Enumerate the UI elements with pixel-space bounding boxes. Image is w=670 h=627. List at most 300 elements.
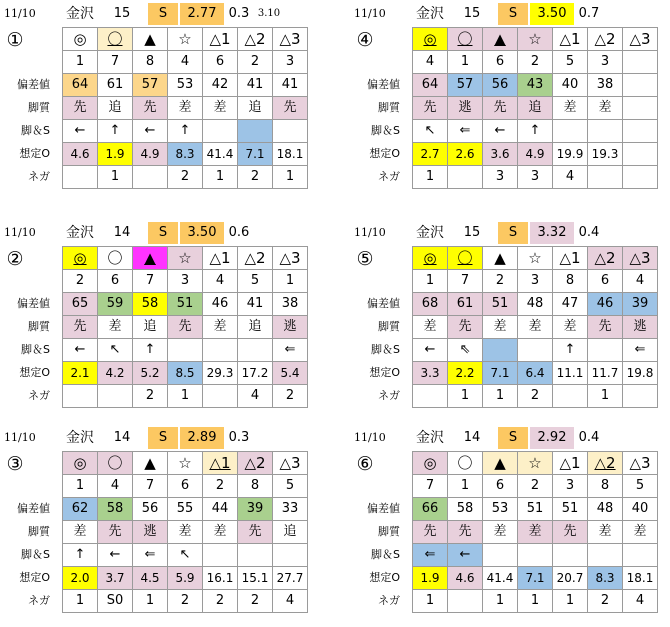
cell-nums: 2 [518, 51, 553, 74]
cell-marks: △2 [238, 28, 273, 51]
row-marks [63, 452, 308, 475]
cell-leg: ← [483, 120, 518, 143]
cell-leg: ↖ [413, 120, 448, 143]
race-header [0, 427, 318, 449]
venue-name: 金沢 [66, 225, 94, 241]
cell-nega: 1 [168, 385, 203, 408]
cell-nums: 6 [588, 270, 623, 293]
cell-dev: 56 [483, 74, 518, 97]
row-style [413, 97, 658, 120]
cell-nums: 2 [483, 270, 518, 293]
cell-leg [518, 544, 553, 567]
cell-marks: △1 [203, 452, 238, 475]
cell-nega [133, 166, 168, 189]
row-nega [413, 166, 658, 189]
grade-badge: S [148, 427, 178, 449]
row-label-style: 脚質 [28, 525, 50, 538]
header-value-2: 0.3 [228, 6, 250, 21]
race-header [350, 222, 668, 244]
cell-leg: ↖ [98, 339, 133, 362]
row-label-nega: ネガ [378, 170, 400, 183]
cell-leg [588, 544, 623, 567]
cell-leg: ↑ [518, 120, 553, 143]
runner-count: 14 [113, 225, 131, 240]
cell-nums: 7 [133, 270, 168, 293]
cell-marks: ◎ [63, 28, 98, 51]
cell-style: 先 [413, 97, 448, 120]
race-table [412, 246, 658, 408]
row-label-dev: 偏差値 [367, 502, 400, 515]
cell-odds: 2.7 [413, 143, 448, 166]
cell-dev: 42 [203, 74, 238, 97]
cell-nega [203, 385, 238, 408]
cell-dev: 46 [588, 293, 623, 316]
cell-style: 差 [588, 521, 623, 544]
race-number: ④ [356, 29, 374, 51]
cell-leg [483, 339, 518, 362]
header-value-1: 3.32 [530, 222, 574, 244]
row-label-nega: ネガ [28, 389, 50, 402]
cell-odds: 7.1 [518, 567, 553, 590]
row-label-dev: 偏差値 [367, 297, 400, 310]
cell-nums: 8 [553, 270, 588, 293]
row-dev [413, 293, 658, 316]
cell-marks: ▲ [133, 452, 168, 475]
cell-nums: 1 [63, 475, 98, 498]
row-style [63, 97, 308, 120]
cell-dev: 58 [448, 498, 483, 521]
cell-style: 先 [63, 316, 98, 339]
cell-leg [203, 120, 238, 143]
cell-nega: 1 [98, 166, 133, 189]
cell-style: 差 [518, 316, 553, 339]
race-date: 11/10 [4, 7, 36, 20]
cell-style: 差 [518, 521, 553, 544]
header-value-1: 3.50 [180, 222, 224, 244]
cell-nums: 8 [238, 475, 273, 498]
row-label-leg: 脚＆S [21, 124, 50, 137]
cell-marks: ◎ [413, 28, 448, 51]
cell-dev: 51 [168, 293, 203, 316]
cell-dev: 53 [168, 74, 203, 97]
race-block [0, 3, 318, 183]
cell-nega: 2 [133, 385, 168, 408]
cell-style: 逃 [448, 97, 483, 120]
cell-dev: 64 [63, 74, 98, 97]
row-leg [63, 339, 308, 362]
row-nega [413, 590, 658, 613]
cell-marks: 〇 [98, 452, 133, 475]
cell-style: 先 [168, 316, 203, 339]
cell-nega [623, 385, 658, 408]
cell-nega [623, 166, 658, 189]
cell-nums: 3 [273, 51, 308, 74]
row-label-odds: 想定O [19, 147, 50, 160]
cell-odds: 3.3 [413, 362, 448, 385]
row-style [63, 521, 308, 544]
cell-nums: 8 [133, 51, 168, 74]
row-nega [63, 590, 308, 613]
cell-odds: 5.4 [273, 362, 308, 385]
cell-nega: 4 [238, 385, 273, 408]
cell-nega: 4 [273, 590, 308, 613]
cell-dev: 58 [98, 498, 133, 521]
race-table [412, 27, 658, 189]
cell-dev: 65 [63, 293, 98, 316]
race-date: 11/10 [4, 226, 36, 239]
cell-dev: 66 [413, 498, 448, 521]
race-header [0, 3, 318, 25]
race-table [62, 246, 308, 408]
race-header [350, 3, 668, 25]
cell-nega: 2 [238, 166, 273, 189]
cell-odds: 5.2 [133, 362, 168, 385]
cell-style: 差 [623, 521, 658, 544]
cell-leg [518, 339, 553, 362]
cell-nega: 2 [168, 166, 203, 189]
row-nums [413, 51, 658, 74]
cell-dev: 68 [413, 293, 448, 316]
row-label-odds: 想定O [369, 147, 400, 160]
cell-leg: ↑ [133, 339, 168, 362]
cell-odds: 3.7 [98, 567, 133, 590]
cell-marks: ▲ [483, 28, 518, 51]
cell-marks: ☆ [518, 247, 553, 270]
cell-dev: 56 [133, 498, 168, 521]
cell-nega: S0 [98, 590, 133, 613]
cell-nums: 6 [483, 51, 518, 74]
cell-marks: △2 [588, 247, 623, 270]
cell-leg [553, 120, 588, 143]
row-leg [413, 339, 658, 362]
cell-marks: ☆ [518, 28, 553, 51]
cell-marks: △3 [623, 452, 658, 475]
cell-leg [238, 120, 273, 143]
cell-nega [413, 385, 448, 408]
race-block [0, 222, 318, 402]
cell-nega: 2 [238, 590, 273, 613]
cell-marks: △2 [238, 247, 273, 270]
cell-dev: 48 [518, 293, 553, 316]
cell-nums: 6 [203, 51, 238, 74]
cell-marks: ☆ [518, 452, 553, 475]
race-block [350, 222, 668, 402]
cell-odds: 1.9 [98, 143, 133, 166]
cell-odds: 11.7 [588, 362, 623, 385]
cell-style: 追 [273, 521, 308, 544]
cell-nums: 3 [553, 475, 588, 498]
runner-count: 15 [463, 225, 481, 240]
cell-odds: 8.5 [168, 362, 203, 385]
header-extra [254, 222, 284, 244]
cell-style: 差 [483, 316, 518, 339]
venue-name: 金沢 [66, 430, 94, 446]
header-extra [604, 222, 634, 244]
row-nums [413, 270, 658, 293]
cell-nums: 2 [518, 475, 553, 498]
cell-odds: 4.6 [448, 567, 483, 590]
cell-marks: ◎ [63, 247, 98, 270]
cell-odds: 4.5 [133, 567, 168, 590]
race-block [0, 427, 318, 607]
cell-dev: 59 [98, 293, 133, 316]
cell-leg [483, 544, 518, 567]
cell-odds: 6.4 [518, 362, 553, 385]
cell-leg: ← [63, 339, 98, 362]
header-extra: 3.10 [257, 8, 281, 19]
runner-count: 15 [113, 6, 131, 21]
cell-marks: ◎ [413, 247, 448, 270]
row-label-dev: 偏差値 [17, 502, 50, 515]
cell-dev: 40 [553, 74, 588, 97]
row-leg [63, 544, 308, 567]
race-block [350, 427, 668, 607]
cell-odds: 41.4 [483, 567, 518, 590]
cell-nega: 1 [518, 590, 553, 613]
cell-style: 差 [168, 521, 203, 544]
cell-dev: 33 [273, 498, 308, 521]
cell-odds: 2.6 [448, 143, 483, 166]
cell-odds [623, 143, 658, 166]
race-date: 11/10 [354, 7, 386, 20]
venue-name: 金沢 [66, 6, 94, 22]
cell-nums: 2 [238, 51, 273, 74]
cell-nega: 1 [483, 385, 518, 408]
cell-nega: 1 [448, 385, 483, 408]
cell-nega: 1 [203, 166, 238, 189]
cell-leg [168, 339, 203, 362]
row-odds [413, 143, 658, 166]
row-label-odds: 想定O [19, 366, 50, 379]
row-style [413, 316, 658, 339]
cell-odds: 4.2 [98, 362, 133, 385]
row-label-leg: 脚＆S [21, 548, 50, 561]
cell-nums: 6 [483, 475, 518, 498]
cell-nega: 3 [518, 166, 553, 189]
cell-nega [588, 166, 623, 189]
cell-nega: 2 [518, 385, 553, 408]
cell-nega: 1 [588, 385, 623, 408]
cell-dev: 53 [483, 498, 518, 521]
row-marks [63, 247, 308, 270]
header-extra [254, 427, 284, 449]
cell-dev: 43 [518, 74, 553, 97]
cell-nums: 1 [448, 51, 483, 74]
row-leg [413, 544, 658, 567]
cell-marks: △2 [588, 28, 623, 51]
cell-nums: 3 [168, 270, 203, 293]
row-odds [63, 143, 308, 166]
cell-leg [588, 120, 623, 143]
venue-name: 金沢 [416, 225, 444, 241]
cell-leg [238, 339, 273, 362]
cell-style: 差 [98, 316, 133, 339]
cell-dev: 61 [448, 293, 483, 316]
cell-marks: △3 [273, 452, 308, 475]
row-label-odds: 想定O [369, 366, 400, 379]
cell-nums: 5 [273, 475, 308, 498]
cell-odds: 1.9 [413, 567, 448, 590]
row-label-nega: ネガ [378, 389, 400, 402]
cell-marks: 〇 [448, 452, 483, 475]
cell-nega [63, 385, 98, 408]
cell-nega: 1 [553, 590, 588, 613]
row-nums [413, 475, 658, 498]
row-label-leg: 脚＆S [371, 124, 400, 137]
cell-dev: 64 [413, 74, 448, 97]
header-value-2: 0.3 [228, 430, 250, 445]
row-dev [413, 498, 658, 521]
cell-nums: 3 [588, 51, 623, 74]
cell-nums: 1 [273, 270, 308, 293]
cell-odds: 2.2 [448, 362, 483, 385]
race-table [62, 451, 308, 613]
cell-dev: 62 [63, 498, 98, 521]
runner-count: 15 [463, 6, 481, 21]
cell-style: 先 [98, 521, 133, 544]
row-nums [63, 475, 308, 498]
row-nums [63, 51, 308, 74]
cell-nega: 4 [553, 166, 588, 189]
race-block [350, 3, 668, 183]
row-style [63, 316, 308, 339]
cell-leg: ← [133, 120, 168, 143]
cell-odds: 4.9 [518, 143, 553, 166]
grade-badge: S [498, 222, 528, 244]
race-number: ③ [6, 453, 24, 475]
cell-marks: ▲ [133, 247, 168, 270]
cell-style: 差 [413, 316, 448, 339]
cell-nega [98, 385, 133, 408]
grade-badge: S [148, 3, 178, 25]
cell-leg: ⇐ [448, 120, 483, 143]
cell-dev: 51 [518, 498, 553, 521]
cell-marks: △1 [203, 28, 238, 51]
cell-style: 先 [553, 521, 588, 544]
cell-marks: ◎ [413, 452, 448, 475]
cell-style: 追 [518, 97, 553, 120]
header-extra [604, 3, 634, 25]
cell-dev: 44 [203, 498, 238, 521]
row-dev [63, 498, 308, 521]
row-label-nega: ネガ [28, 170, 50, 183]
row-nums [63, 270, 308, 293]
row-marks [413, 247, 658, 270]
runner-count: 14 [113, 430, 131, 445]
cell-marks: △1 [553, 452, 588, 475]
row-label-leg: 脚＆S [21, 343, 50, 356]
row-label-style: 脚質 [28, 320, 50, 333]
race-header [350, 427, 668, 449]
cell-leg: ← [413, 339, 448, 362]
cell-nega: 4 [623, 590, 658, 613]
cell-leg: ↑ [553, 339, 588, 362]
cell-nega: 3 [483, 166, 518, 189]
row-odds [63, 362, 308, 385]
row-nega [413, 385, 658, 408]
race-number: ⑤ [356, 248, 374, 270]
cell-nums: 4 [98, 475, 133, 498]
cell-odds: 8.3 [168, 143, 203, 166]
cell-nega [63, 166, 98, 189]
cell-nums: 4 [623, 270, 658, 293]
cell-style: 先 [483, 97, 518, 120]
cell-marks: △1 [203, 247, 238, 270]
cell-dev: 47 [553, 293, 588, 316]
row-nega [63, 166, 308, 189]
cell-odds: 41.4 [203, 143, 238, 166]
cell-leg: ⇖ [448, 339, 483, 362]
row-label-leg: 脚＆S [371, 343, 400, 356]
cell-nega: 1 [273, 166, 308, 189]
header-value-2: 0.4 [578, 225, 600, 240]
cell-style: 逃 [273, 316, 308, 339]
row-marks [63, 28, 308, 51]
cell-nums: 4 [413, 51, 448, 74]
cell-marks: ☆ [168, 247, 203, 270]
cell-dev: 57 [133, 74, 168, 97]
cell-style [623, 97, 658, 120]
cell-marks: ☆ [168, 452, 203, 475]
cell-marks: △1 [553, 247, 588, 270]
cell-marks: 〇 [98, 28, 133, 51]
row-leg [413, 120, 658, 143]
cell-style: 逃 [623, 316, 658, 339]
cell-marks: △3 [273, 28, 308, 51]
row-label-nega: ネガ [28, 594, 50, 607]
row-nega [63, 385, 308, 408]
cell-leg: ← [63, 120, 98, 143]
row-leg [63, 120, 308, 143]
grade-badge: S [148, 222, 178, 244]
cell-nums: 7 [413, 475, 448, 498]
cell-nega: 2 [203, 590, 238, 613]
cell-nums: 7 [448, 270, 483, 293]
cell-nega: 1 [413, 166, 448, 189]
cell-marks: △3 [623, 247, 658, 270]
grade-badge: S [498, 3, 528, 25]
cell-dev: 55 [168, 498, 203, 521]
header-value-1: 3.50 [530, 3, 574, 25]
cell-nega: 2 [273, 385, 308, 408]
cell-marks: 〇 [448, 247, 483, 270]
cell-odds: 27.7 [273, 567, 308, 590]
cell-style: 差 [203, 316, 238, 339]
cell-leg [238, 544, 273, 567]
cell-marks: △3 [623, 28, 658, 51]
cell-nums: 8 [588, 475, 623, 498]
cell-odds: 29.3 [203, 362, 238, 385]
cell-dev: 57 [448, 74, 483, 97]
cell-style: 先 [588, 316, 623, 339]
cell-odds: 20.7 [553, 567, 588, 590]
cell-leg: ↑ [98, 120, 133, 143]
cell-style: 差 [168, 97, 203, 120]
cell-marks: ▲ [133, 28, 168, 51]
cell-dev [623, 74, 658, 97]
cell-odds: 7.1 [238, 143, 273, 166]
race-table [412, 451, 658, 613]
cell-dev: 41 [238, 74, 273, 97]
cell-marks: △2 [238, 452, 273, 475]
cell-dev: 39 [238, 498, 273, 521]
row-marks [413, 452, 658, 475]
header-value-1: 2.89 [180, 427, 224, 449]
cell-dev: 58 [133, 293, 168, 316]
cell-style: 追 [98, 97, 133, 120]
cell-odds: 5.9 [168, 567, 203, 590]
cell-nums: 7 [133, 475, 168, 498]
